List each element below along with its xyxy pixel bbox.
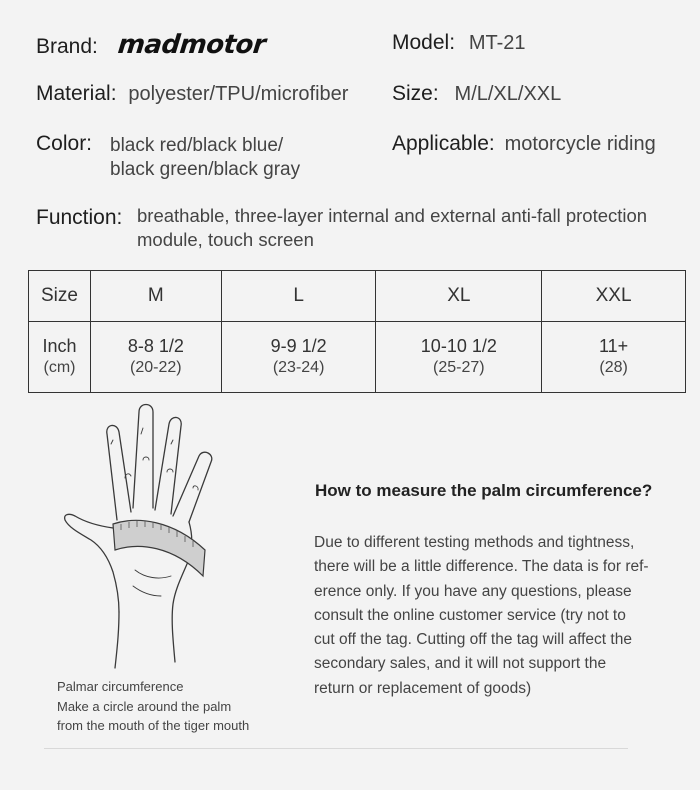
size-value: M/L/XL/XXL xyxy=(454,83,562,105)
size-header-xl: XL xyxy=(376,271,542,322)
measure-line: there will be a little difference. The data is for ref- xyxy=(314,558,649,576)
measure-line: secondary sales, and it will not support the xyxy=(314,655,607,673)
measure-line: consult the online customer service (try not to xyxy=(314,606,626,624)
measure-title: How to measure the palm circumference? xyxy=(315,481,653,500)
measure-line: cut off the tag. Cutting off the tag will affect the xyxy=(314,631,632,649)
inch-value: 10-10 1/2 xyxy=(420,336,497,356)
size-cell-xl xyxy=(376,322,542,393)
cm-value: (28) xyxy=(599,359,628,376)
applicable-row xyxy=(392,132,656,156)
unit-label-inch: Inch xyxy=(42,336,77,356)
size-table-header-row xyxy=(29,271,686,322)
cm-value: (25-27) xyxy=(433,359,485,376)
color-value-line: black green/black gray xyxy=(110,159,301,180)
function-value-line: breathable, three-layer internal and external anti-fall protection xyxy=(137,205,648,226)
cm-value: (20-22) xyxy=(130,359,182,376)
caption-line: from the mouth of the tiger mouth xyxy=(57,718,250,733)
measure-description xyxy=(314,531,674,701)
size-label: Size: xyxy=(392,82,439,105)
size-table xyxy=(28,270,686,393)
cm-value: (23-24) xyxy=(272,359,325,376)
caption-line: Palmar circumference xyxy=(57,679,184,694)
function-label: Function: xyxy=(36,206,123,229)
function-value-line: module, touch screen xyxy=(137,229,314,250)
applicable-value: motorcycle riding xyxy=(504,133,656,155)
hand-with-measuring-tape-icon xyxy=(55,400,235,672)
measure-line: return or replacement of goods) xyxy=(314,679,532,697)
size-header-l: L xyxy=(221,271,376,322)
color-value-line: black red/black blue/ xyxy=(110,135,284,156)
color-label-wrap xyxy=(36,132,92,156)
unit-label-cm: (cm) xyxy=(43,359,76,376)
caption-line: Make a circle around the palm xyxy=(57,698,232,714)
size-header-label: Size xyxy=(29,271,91,322)
model-row xyxy=(392,31,526,55)
brand-row xyxy=(36,30,265,60)
function-label-wrap xyxy=(36,206,122,230)
color-label: Color: xyxy=(36,132,93,155)
model-value: MT-21 xyxy=(468,32,526,54)
measure-line: Due to different testing methods and tightness, xyxy=(314,534,635,551)
function-value xyxy=(137,204,647,252)
material-row xyxy=(36,82,348,106)
size-cell-l xyxy=(221,322,376,393)
size-table-row xyxy=(29,322,686,393)
brand-label: Brand: xyxy=(36,35,98,58)
size-cell-xxl xyxy=(542,322,686,393)
inch-value: 9-9 1/2 xyxy=(270,336,327,356)
inch-value: 8-8 1/2 xyxy=(127,336,184,356)
material-label: Material: xyxy=(36,82,117,105)
color-value xyxy=(110,134,300,182)
illustration-caption xyxy=(57,677,249,736)
brand-logo: madmotor xyxy=(116,30,267,60)
size-header-m: M xyxy=(90,271,221,322)
material-value: polyester/TPU/microfiber xyxy=(128,83,349,105)
inch-value: 11+ xyxy=(598,336,629,356)
size-header-xxl: XXL xyxy=(542,271,686,322)
model-label: Model: xyxy=(392,31,456,54)
size-cell-m xyxy=(90,322,221,393)
size-row xyxy=(392,82,561,106)
applicable-label: Applicable: xyxy=(392,132,495,155)
measure-line: erence only. If you have any questions, please xyxy=(314,582,632,600)
unit-label-cell xyxy=(29,322,91,393)
bottom-divider xyxy=(44,748,628,749)
